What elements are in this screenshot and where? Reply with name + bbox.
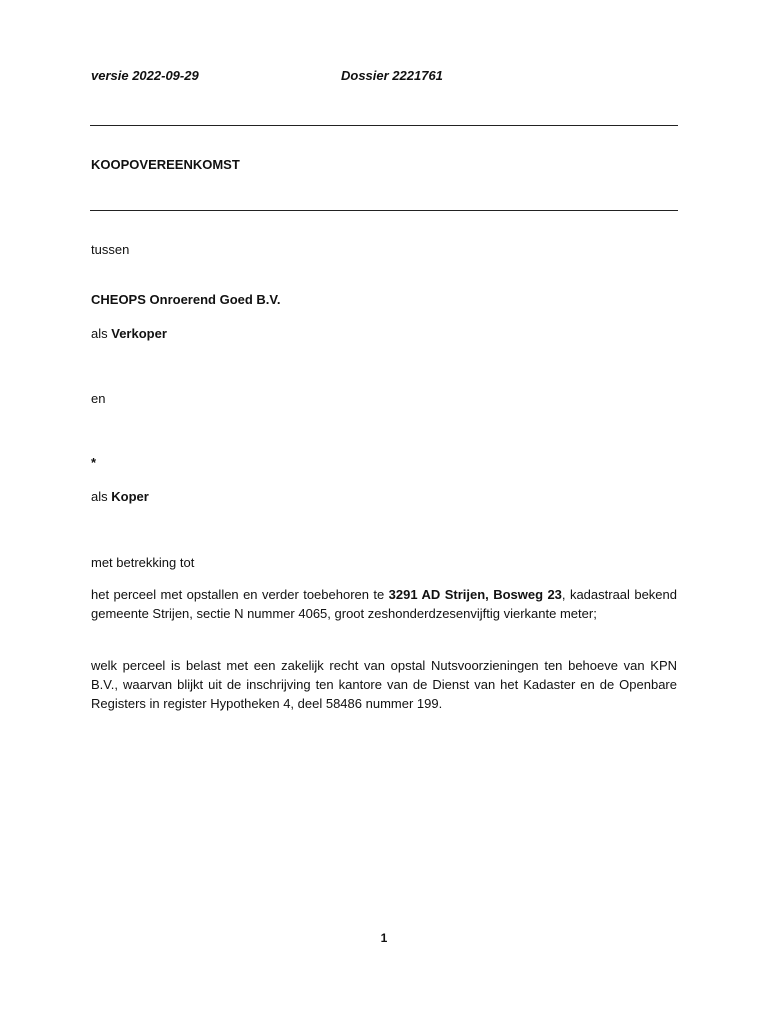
buyer-role-prefix: als [91, 489, 112, 504]
en-text: en [91, 391, 106, 406]
property-address: 3291 AD Strijen, Bosweg 23 [388, 587, 562, 602]
page-number: 1 [380, 931, 388, 945]
divider-bottom [90, 210, 678, 211]
paragraph-perceel [91, 585, 677, 623]
met-betrekking-text: met betrekking tot [91, 555, 195, 570]
seller-name: CHEOPS Onroerend Goed B.V. [91, 292, 281, 307]
buyer-name: * [91, 455, 97, 470]
seller-role-line [91, 326, 167, 341]
paragraph-opstalrecht: welk perceel is belast met een zakelijk recht van opstal Nutsvoorzieningen ten behoeve van KPN B.V., waarvan blijkt uit de inschrijving ten kantore van de Dienst van het Kadaster en de Openbare Registers in register Hypotheken 4, deel 58486 nummer 199. [91, 658, 677, 711]
document-title: KOOPOVEREENKOMST [91, 157, 240, 172]
version-label: versie 2022-09-29 [91, 68, 199, 83]
buyer-role: Koper [111, 489, 149, 504]
paragraph1-part1: het perceel met opstallen en verder toebehoren te [91, 587, 389, 602]
paragraph1-part2: , kadastraal bekend gemeente Strijen, sectie N nummer 4065, groot zeshonderdzesenvijftig vierkante meter; [91, 587, 677, 621]
divider-top [90, 125, 678, 126]
dossier-label: Dossier 2221761 [341, 68, 443, 83]
seller-role-prefix: als [91, 326, 112, 341]
tussen-text: tussen [91, 242, 130, 257]
seller-role: Verkoper [111, 326, 167, 341]
buyer-role-line [91, 489, 149, 504]
